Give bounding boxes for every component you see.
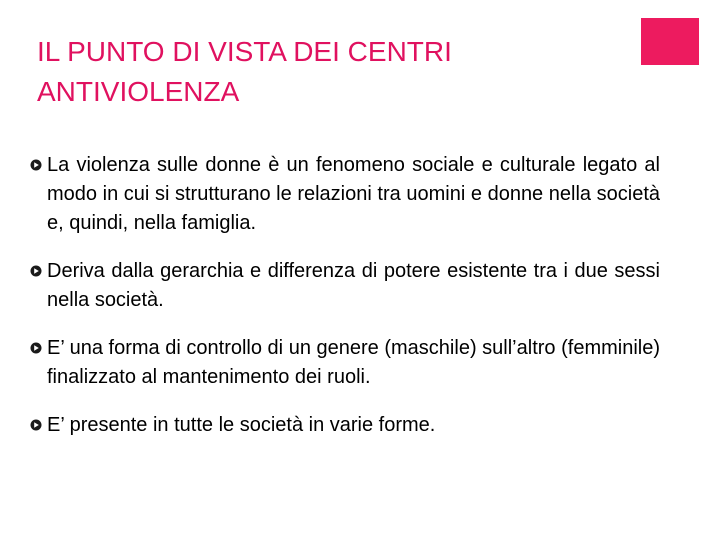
bullet-item [30, 411, 660, 440]
circled-triangle-icon [30, 265, 42, 277]
slide-title [37, 32, 617, 112]
circled-triangle-icon [30, 419, 42, 431]
bullet-item [30, 151, 660, 238]
bullet-item [30, 257, 660, 315]
bullet-text: La violenza sulle donne è un fenomeno sociale e culturale legato al modo in cui si strutturano le relazioni tra uomini e donne nella società e, quindi, nella famiglia. [47, 154, 660, 234]
slide-title-line2: ANTIVIOLENZA [37, 76, 240, 107]
circled-triangle-icon [30, 159, 42, 171]
bullet-item [30, 334, 660, 392]
circled-triangle-icon [30, 342, 42, 354]
slide-title-line1: IL PUNTO DI VISTA DEI CENTRI [37, 36, 452, 67]
bullet-text: Deriva dalla gerarchia e differenza di potere esistente tra i due sessi nella società. [47, 260, 660, 311]
bullet-text: E’ una forma di controllo di un genere (maschile) sull’altro (femminile) finalizzato al mantenimento dei ruoli. [47, 337, 660, 388]
bullet-list [30, 151, 660, 440]
accent-box [641, 18, 699, 65]
bullet-text: E’ presente in tutte le società in varie forme. [47, 414, 436, 436]
